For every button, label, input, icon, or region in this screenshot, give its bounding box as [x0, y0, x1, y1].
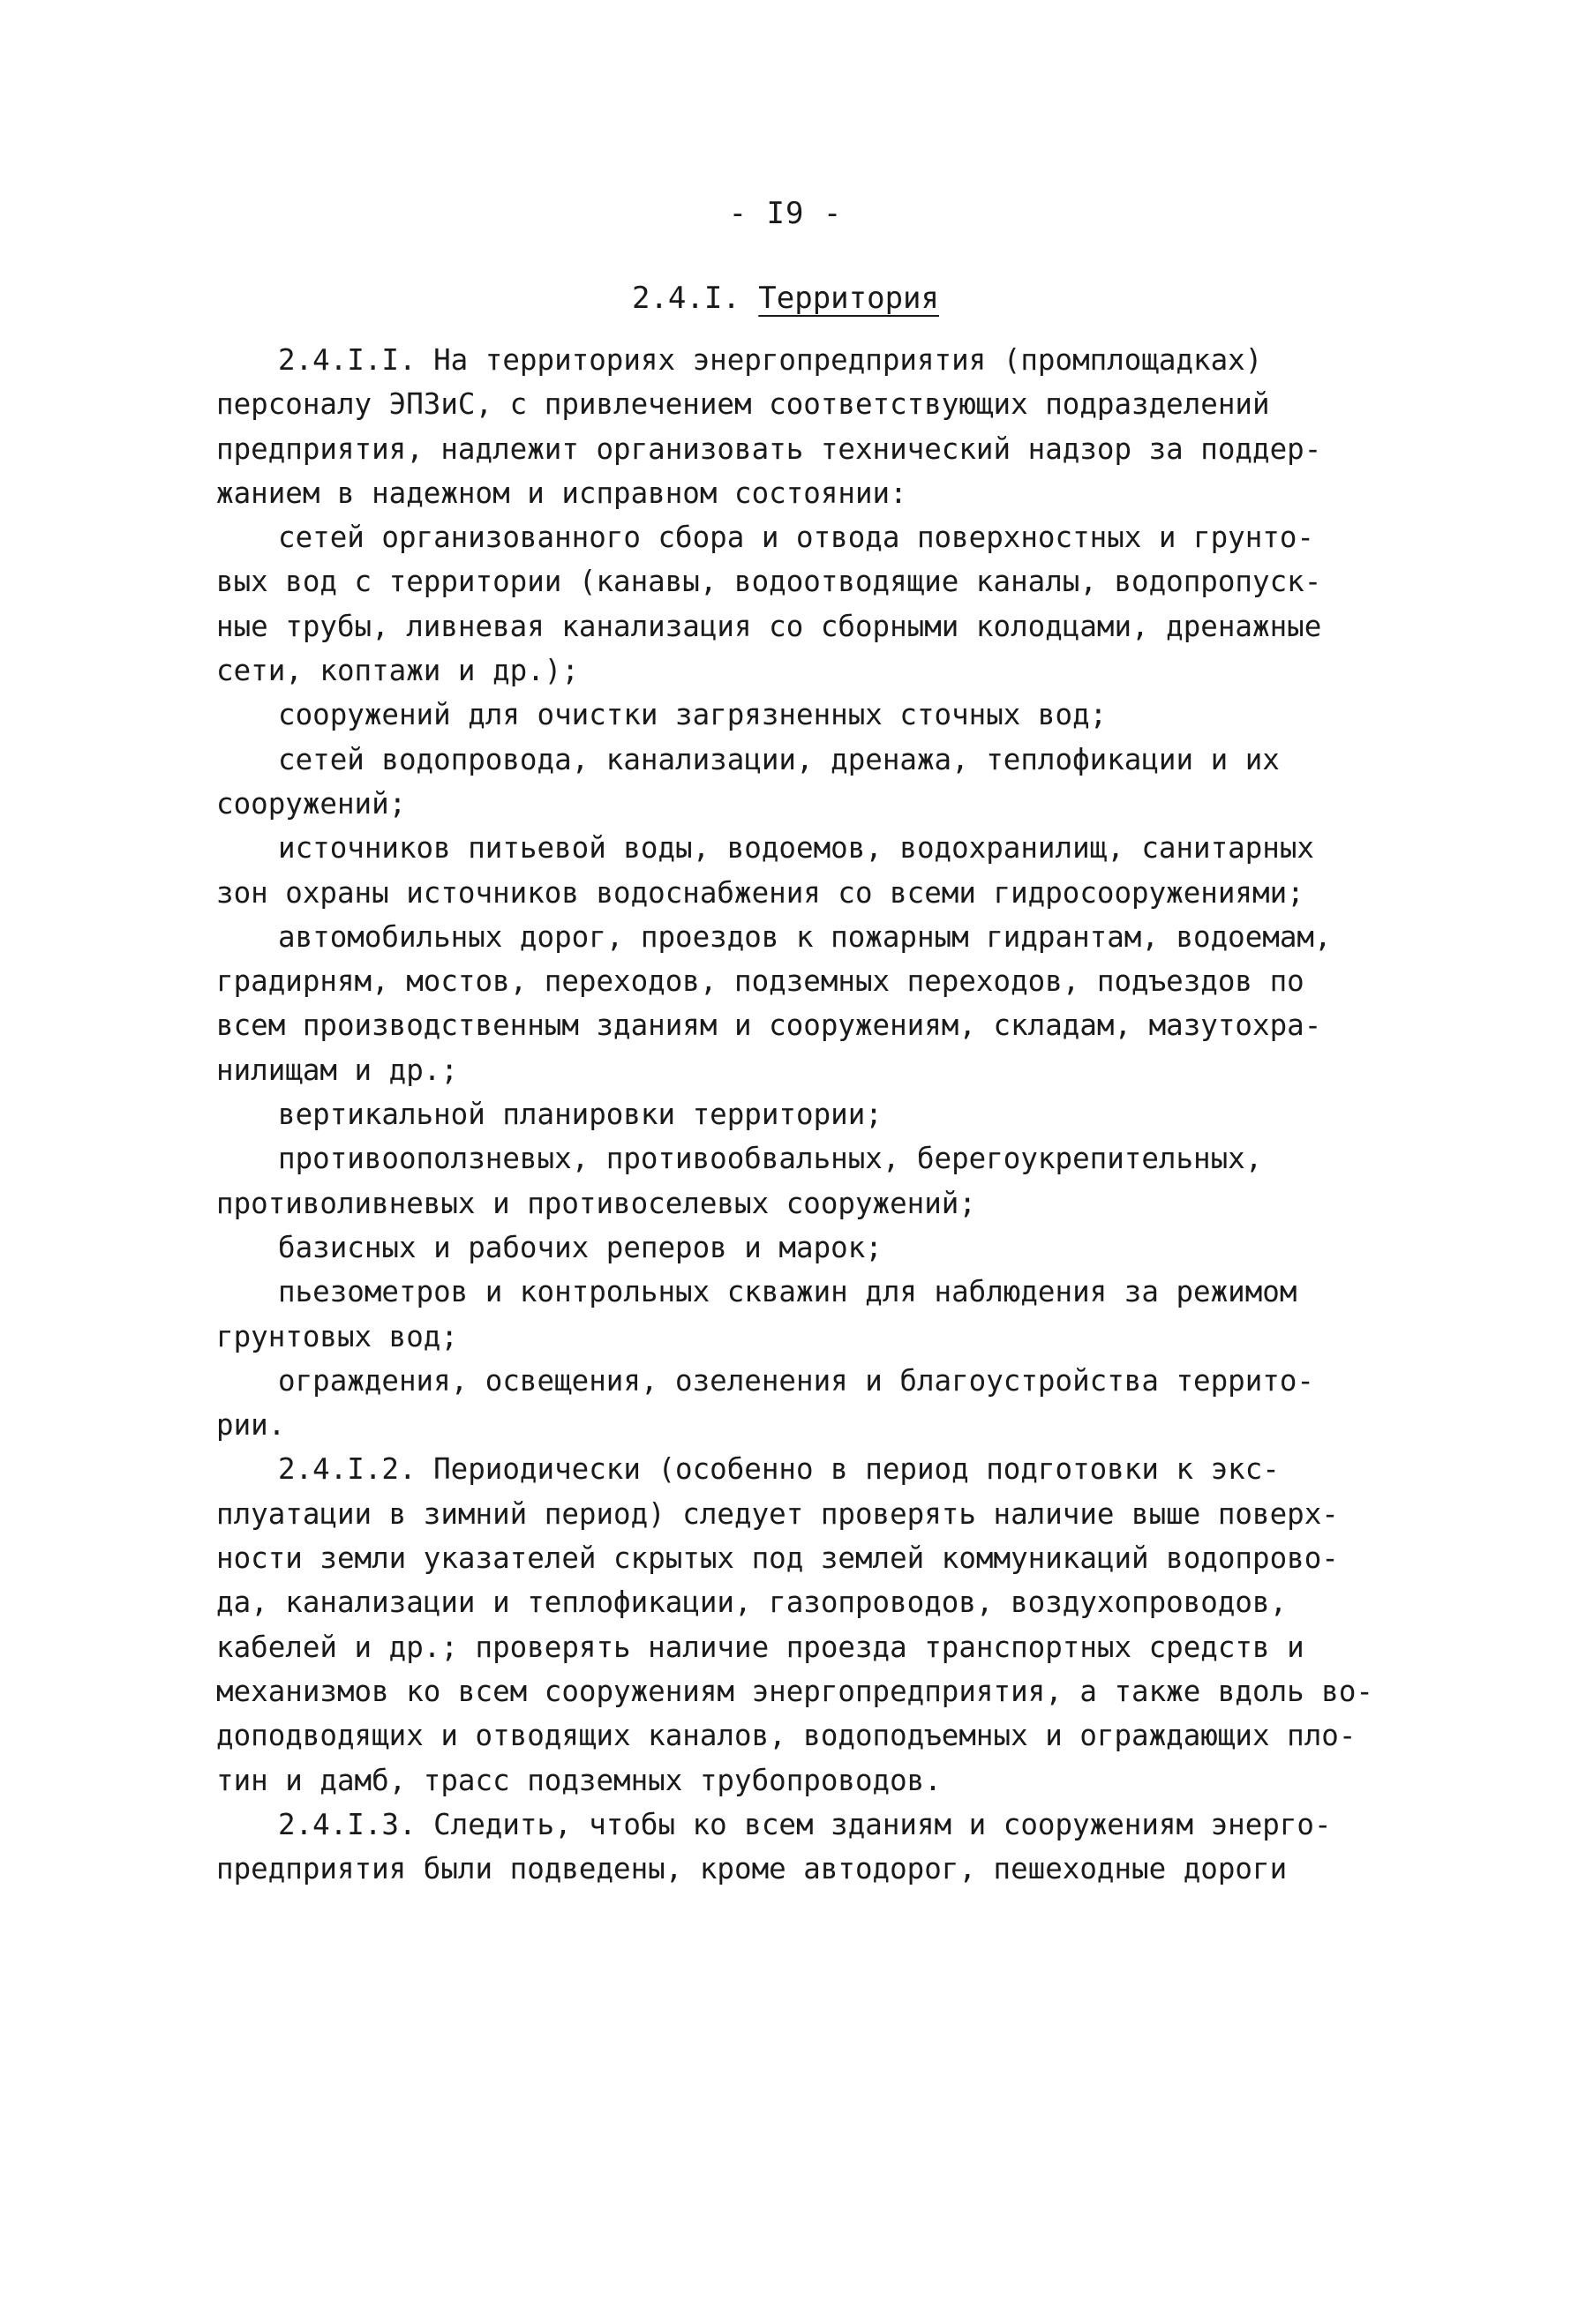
- paragraph-line: всем производственным зданиям и сооружениям, складам, мазутохра-: [216, 1008, 1322, 1043]
- paragraph-line: противооползневых, противообвальных, берегоукрепительных,: [278, 1142, 1263, 1176]
- paragraph-line: 2.4.I.3. Следить, чтобы ко всем зданиям и сооружениям энерго-: [278, 1807, 1332, 1841]
- paragraph-line: зон охраны источников водоснабжения со всеми гидросооружениями;: [216, 875, 1304, 910]
- paragraph-line: сетей водопровода, канализации, дренажа, теплофикации и их: [278, 742, 1280, 776]
- paragraph-line: противоливневых и противоселевых сооружений;: [216, 1186, 976, 1220]
- paragraph-line: источников питьевой воды, водоемов, водохранилищ, санитарных: [278, 831, 1314, 866]
- paragraph-line: сооружений для очистки загрязненных сточных вод;: [278, 698, 1108, 732]
- paragraph-line: грунтовых вод;: [216, 1319, 458, 1353]
- paragraph-line: ограждения, освещения, озеленения и благоустройства террито-: [278, 1363, 1314, 1398]
- paragraph-line: нилищам и др.;: [216, 1053, 458, 1087]
- paragraph-line: пьезометров и контрольных скважин для наблюдения за режимом: [278, 1275, 1297, 1309]
- paragraph-line: предприятия, надлежит организовать технический надзор за поддер-: [216, 431, 1322, 466]
- paragraph-line: автомобильных дорог, проездов к пожарным гидрантам, водоемам,: [278, 919, 1332, 954]
- paragraph-line: жанием в надежном и исправном состоянии:: [216, 476, 907, 510]
- body-text: [216, 338, 1390, 1891]
- paragraph-line: сети, коптажи и др.);: [216, 654, 579, 688]
- paragraph-line: плуатации в зимний период) следует проверять наличие выше поверх-: [216, 1496, 1339, 1531]
- paragraph-line: вертикальной планировки территории;: [278, 1098, 883, 1132]
- paragraph-line: 2.4.I.2. Периодически (особенно в период подготовки к экс-: [278, 1452, 1280, 1487]
- paragraph-line: да, канализации и теплофикации, газопроводов, воздухопроводов,: [216, 1586, 1288, 1620]
- paragraph-line: ности земли указателей скрытых под землей коммуникаций водопрово-: [216, 1541, 1339, 1576]
- paragraph-line: механизмов ко всем сооружениям энергопредприятия, а также вдоль во-: [216, 1674, 1373, 1708]
- paragraph-line: 2.4.I.I. На территориях энергопредприятия (промплощадках): [278, 343, 1263, 377]
- section-heading: [0, 281, 1571, 316]
- paragraph-line: базисных и рабочих реперов и марок;: [278, 1230, 883, 1264]
- paragraph-line: ные трубы, ливневая канализация со сборными колодцами, дренажные: [216, 609, 1322, 643]
- paragraph-line: сетей организованного сбора и отвода поверхностных и грунто-: [278, 521, 1314, 555]
- paragraph-line: сооружений;: [216, 786, 407, 821]
- section-number: 2.4.I.: [631, 281, 740, 316]
- paragraph-line: персоналу ЭПЗиС, с привлечением соответствующих подразделений: [216, 387, 1270, 422]
- paragraph-line: тин и дамб, трасс подземных трубопроводов.: [216, 1763, 942, 1797]
- paragraph-line: кабелей и др.; проверять наличие проезда транспортных средств и: [216, 1630, 1304, 1664]
- paragraph-line: вых вод с территории (канавы, водоотводящие каналы, водопропуск-: [216, 565, 1322, 599]
- paragraph-line: предприятия были подведены, кроме автодорог, пешеходные дороги: [216, 1852, 1288, 1886]
- paragraph-line: доподводящих и отводящих каналов, водоподъемных и ограждающих пло-: [216, 1719, 1357, 1753]
- section-title: Территория: [758, 281, 939, 316]
- paragraph-line: рии.: [216, 1408, 286, 1443]
- page-number: - I9 -: [728, 196, 843, 231]
- paragraph-line: градирням, мостов, переходов, подземных переходов, подъездов по: [216, 964, 1304, 999]
